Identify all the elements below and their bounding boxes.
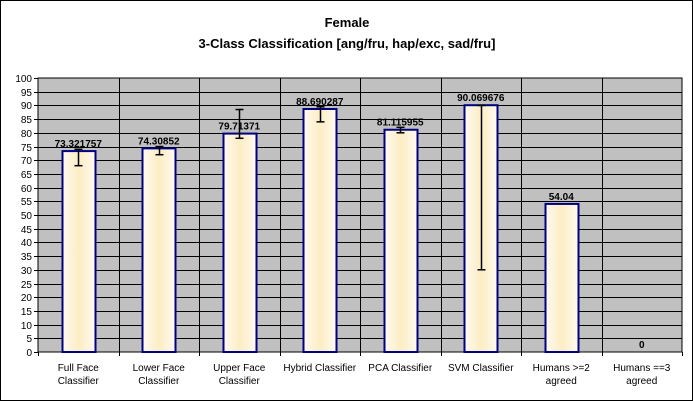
data-label: 90.069676 <box>457 93 505 105</box>
y-tick-label: 75 <box>20 143 32 154</box>
y-tick-label: 5 <box>26 334 32 345</box>
y-tick-label: 30 <box>20 266 32 277</box>
y-tick-label: 85 <box>20 115 32 126</box>
bar <box>224 134 257 352</box>
y-tick-label: 80 <box>20 129 32 140</box>
x-tick-label: SVM Classifier <box>447 363 514 374</box>
x-tick-label: Classifier <box>218 376 260 387</box>
bar <box>143 148 176 352</box>
x-tick-label: Humans ==3 <box>613 363 671 374</box>
y-tick-label: 50 <box>20 211 32 222</box>
y-tick-label: 65 <box>20 170 32 181</box>
y-tick-label: 45 <box>20 225 32 236</box>
y-tick-label: 35 <box>20 252 32 263</box>
y-tick-label: 40 <box>20 238 32 249</box>
data-label: 54.04 <box>548 191 574 203</box>
x-tick-label: agreed <box>626 376 658 387</box>
y-tick-label: 100 <box>15 74 32 85</box>
y-tick-label: 15 <box>20 307 32 318</box>
y-tick-label: 60 <box>20 184 32 195</box>
x-tick-label: PCA Classifier <box>368 363 433 374</box>
x-tick-label: Full Face <box>57 363 99 374</box>
x-tick-label: Humans >=2 <box>532 363 590 374</box>
x-tick-label: Lower Face <box>132 363 185 374</box>
data-label: 88.690287 <box>296 96 344 108</box>
y-tick-label: 20 <box>20 293 32 304</box>
x-tick-label: Upper Face <box>213 363 266 374</box>
bar <box>385 130 418 352</box>
x-tick-label: Hybrid Classifier <box>283 363 357 374</box>
bar <box>546 204 579 352</box>
chart-subtitle: 3-Class Classification [ang/fru, hap/exc, sad/fru] <box>198 36 496 51</box>
y-tick-label: 0 <box>26 348 32 359</box>
data-label: 81.115955 <box>376 117 424 129</box>
plot-area <box>15 74 682 387</box>
y-tick-label: 95 <box>20 88 32 99</box>
data-label: 73.321757 <box>54 139 102 151</box>
x-tick-label: agreed <box>545 376 577 387</box>
bar <box>304 109 337 352</box>
bar <box>63 151 96 352</box>
x-tick-label: Classifier <box>57 376 99 387</box>
y-tick-label: 70 <box>20 156 32 167</box>
y-tick-label: 10 <box>20 321 32 332</box>
data-label: 79.71371 <box>218 121 261 133</box>
data-label: 0 <box>638 340 645 351</box>
data-label: 74.30852 <box>137 136 180 148</box>
y-tick-label: 90 <box>20 101 32 112</box>
y-tick-label: 25 <box>20 280 32 291</box>
y-tick-label: 55 <box>20 197 32 208</box>
chart-title: Female <box>324 15 370 30</box>
x-tick-label: Classifier <box>138 376 180 387</box>
